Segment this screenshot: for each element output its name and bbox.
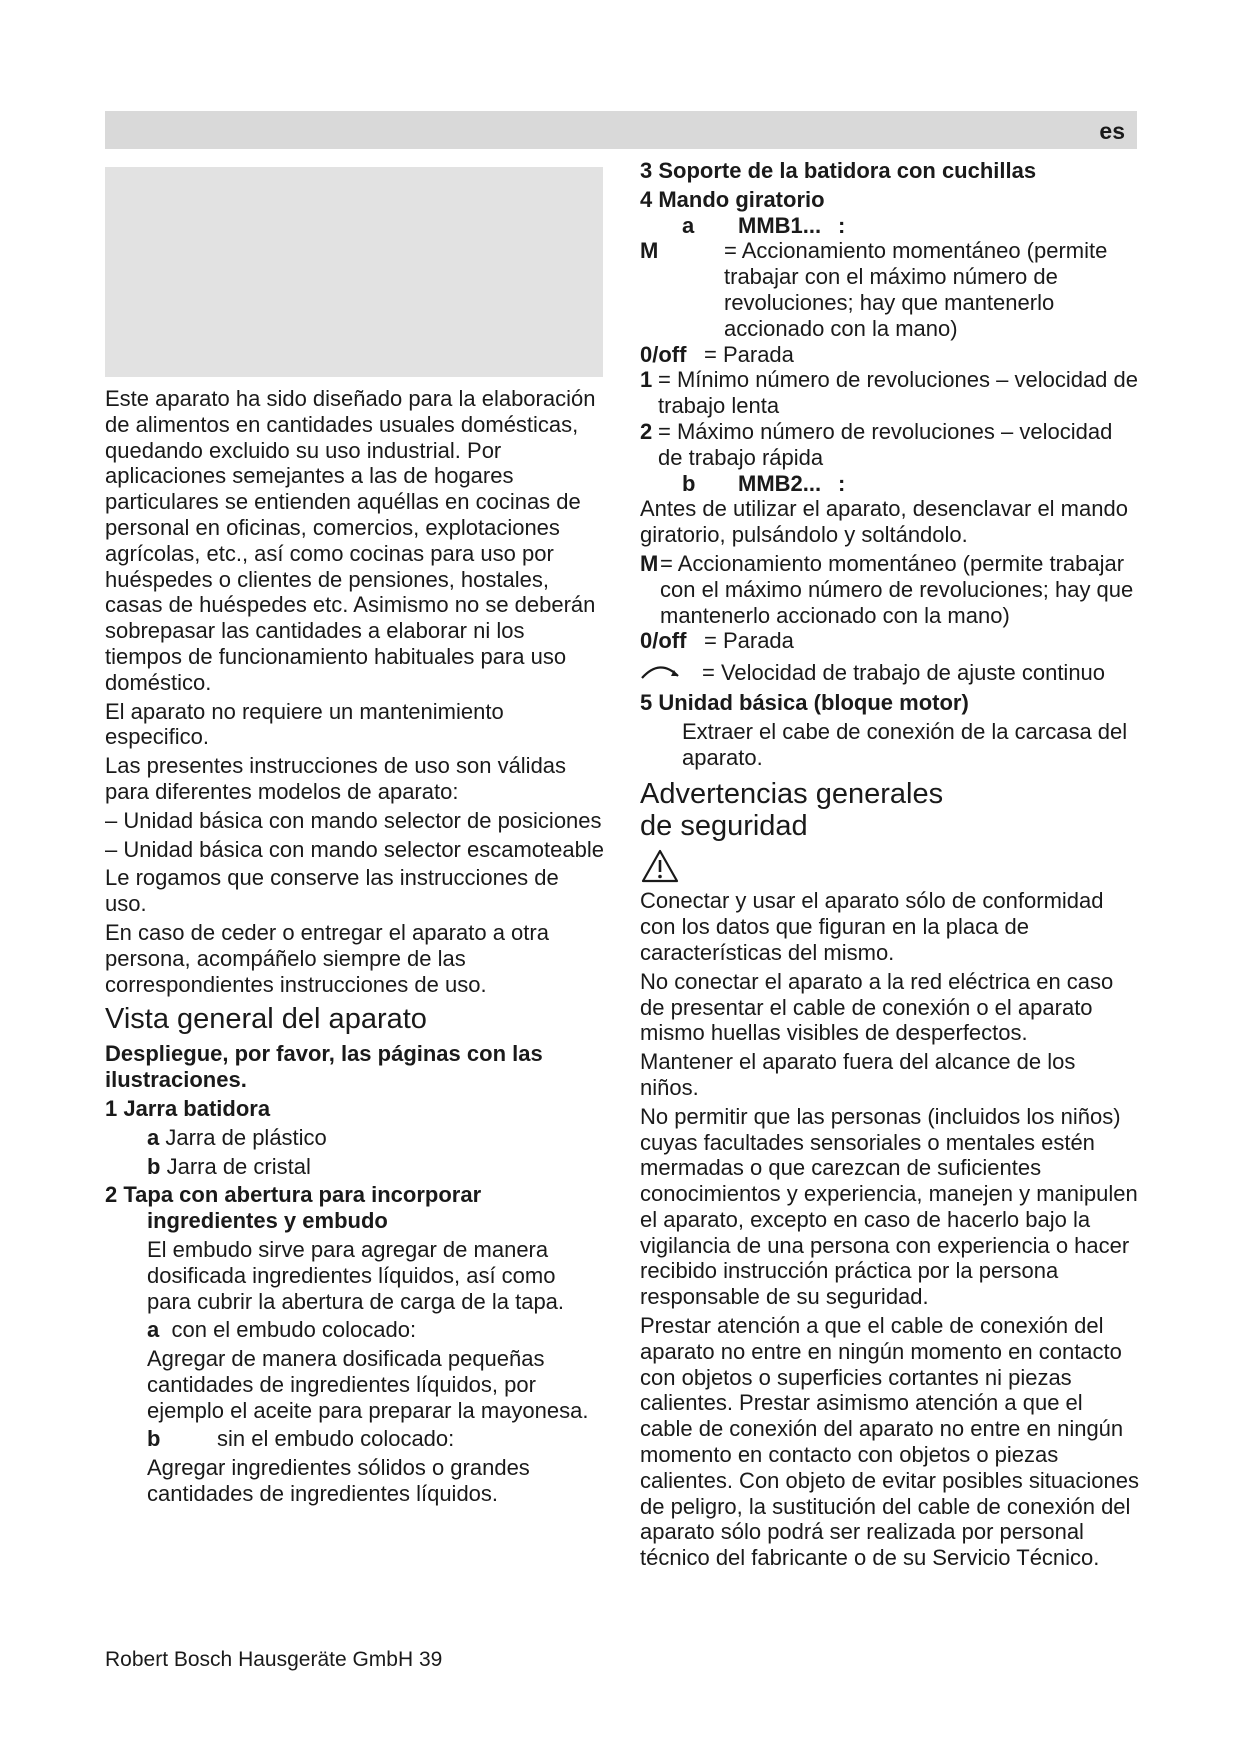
a-off-row: 0/off = Parada (640, 341, 794, 367)
model-a: a MMB1... : (682, 212, 846, 238)
safety-heading: Advertencias generales de seguridad (640, 778, 944, 843)
model-b: b MMB2... : (682, 470, 846, 496)
item-2b-text: Agregar ingredientes sólidos o grandes cantidades de ingredientes líquidos. (147, 1455, 530, 1507)
outro-paragraph: En caso de ceder o entregar el aparato a otra persona, acompáñelo siempre de las correspondientes instrucciones de uso. (105, 919, 549, 997)
a-2-row: 2 = Máximo número de revoluciones – velocidad de trabajo rápida (640, 418, 1113, 470)
warning-icon (640, 848, 1140, 886)
intro-paragraph: Las presentes instrucciones de uso son válidas para diferentes modelos de aparato: (105, 753, 567, 804)
safety-paragraph: No permitir que las personas (incluidos los niños) cuyas facultades sensoriales o mentales estén mermadas o que carezcan de suficientes conocimientos y experiencia, manejen y manipulen el aparato, excepto en caso de hacerlo bajo la vigilancia de una persona con experiencia o hacer recibido instrucción práctica por la persona responsable de su seguridad. (640, 1103, 1138, 1310)
image-placeholder (105, 167, 603, 377)
footer: Robert Bosch Hausgeräte GmbH 39 (105, 1648, 443, 1671)
item-2a-text: Agregar de manera dosificada pequeñas cantidades de ingredientes líquidos, por ejemplo el aceite para preparar la mayonesa. (147, 1346, 589, 1423)
item-5-title: 5 Unidad básica (bloque motor) (640, 689, 969, 715)
item-2-text: El embudo sirve para agregar de manera dosificada ingredientes líquidos, así como para cubrir la abertura de carga de la tapa. (147, 1236, 565, 1314)
item-4-title: 4 Mando giratorio (640, 186, 825, 212)
continuous-speed-icon (640, 660, 702, 686)
safety-paragraph: Prestar atención a que el cable de conexión del aparato no entre en ningún momento en contacto con objetos o superficies cortantes ni piezas calientes. Prestar asimismo atención a que el cable de conexión del aparato no entre en ningún momento en contacto con objetos o piezas calientes. Con objeto de evitar posibles situaciones de peligro, la sustitución del cable de conexión del aparato sólo podrá ser realizada por personal técnico del fabricante o de su Servicio Técnico. (640, 1313, 1139, 1571)
language-code: es (1099, 118, 1125, 144)
safety-paragraph: No conectar el aparato a la red eléctrica en caso de presentar el cable de conexión o el aparato mismo huellas visibles de desperfectos. (640, 968, 1114, 1046)
item-1a: a Jarra de plástico (147, 1124, 327, 1150)
model-item: – Unidad básica con mando selector escamoteable (105, 836, 604, 862)
right-column (640, 158, 1140, 1574)
intro-paragraph: El aparato no requiere un mantenimiento especifico. (105, 698, 504, 750)
header-bar (105, 111, 1137, 149)
item-5-text: Extraer el cabe de conexión de la carcasa del aparato. (682, 718, 1128, 770)
item-2b: b sin el embudo colocado: (147, 1426, 455, 1452)
overview-note: Despliegue, por favor, las páginas con las ilustraciones. (105, 1041, 543, 1093)
item-2-title: 2 Tapa con abertura para incorporar ingredientes y embudo (105, 1182, 482, 1234)
model-item: – Unidad básica con mando selector de posiciones (105, 807, 602, 833)
safety-paragraph: Conectar y usar el aparato sólo de conformidad con los datos que figuran en la placa de características del mismo. (640, 888, 1104, 965)
b-off-row: 0/off = Parada (640, 628, 794, 654)
item-1-title: 1 Jarra batidora (105, 1095, 271, 1121)
item-1b: b Jarra de cristal (147, 1153, 311, 1179)
item-2a: a con el embudo colocado: (147, 1317, 417, 1343)
b-continuous-row: = Velocidad de trabajo de ajuste continuo (640, 660, 1140, 686)
overview-heading: Vista general del aparato (105, 1003, 427, 1036)
safety-paragraph: Mantener el aparato fuera del alcance de los niños. (640, 1049, 1076, 1100)
intro-paragraph: Este aparato ha sido diseñado para la elaboración de alimentos en cantidades usuales domésticas, quedando excluido su uso industrial. Por aplicaciones semejantes a las de hogares particulares se entienden aquéllas en cocinas de personal en oficinas, comercios, explotaciones agrícolas, etc., así como cocinas para uso por huéspedes o clientes de pensiones, hostales, casas de huéspedes etc. Asimismo no se deberán sobrepasar las cantidades a elaborar ni los tiempos de funcionamiento habituales para uso doméstico. (105, 386, 596, 695)
left-column (105, 386, 605, 1510)
outro-paragraph: Le rogamos que conserve las instrucciones de uso. (105, 865, 559, 917)
b-intro: Antes de utilizar el aparato, desenclavar el mando giratorio, pulsándolo y soltándolo. (640, 496, 1128, 548)
a-1-row: 1 = Mínimo número de revoluciones – velocidad de trabajo lenta (640, 367, 1138, 419)
a-m-row: M = Accionamiento momentáneo (permite trabajar con el máximo número de revoluciones; hay que mantenerlo accionado con la mano) (640, 238, 1108, 341)
b-m-row: M = Accionamiento momentáneo (permite trabajar con el máximo número de revoluciones; hay que mantenerlo accionado con la mano) (640, 550, 1134, 628)
item-3-title: 3 Soporte de la batidora con cuchillas (640, 158, 1037, 183)
